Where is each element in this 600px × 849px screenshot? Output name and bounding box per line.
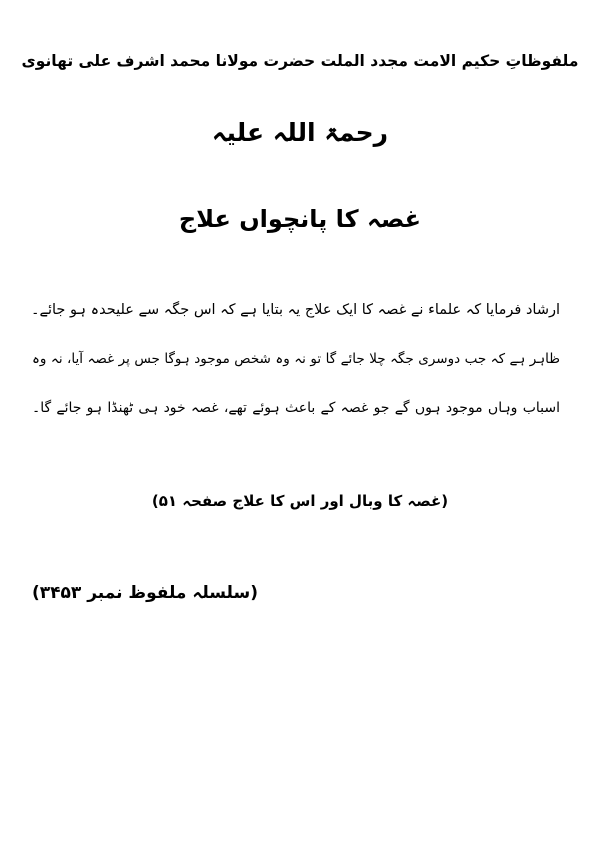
book-reference: (غصہ کا وبال اور اس کا علاج صفحہ ۵۱) xyxy=(151,492,449,510)
body-text-line: ظاہر ہے کہ جب دوسری جگہ چلا جائے گا تو نہ وہ شخص موجود ہوگا جس پر غصہ آیا، نہ وہ xyxy=(32,351,560,367)
document-title-line-2: رحمۃ اللہ علیہ xyxy=(211,118,389,147)
body-text-line: ارشاد فرمایا کہ علماء نے غصہ کا ایک علاج یہ بتایا ہے کہ اس جگہ سے علیحدہ ہو جائے۔ xyxy=(30,302,560,318)
document-title-line-1: ملفوظاتِ حکیم الامت مجدد الملت حضرت مولانا محمد اشرف علی تھانوی xyxy=(21,52,579,70)
series-reference: (سلسلہ ملفوظ نمبر ۳۴۵۳) xyxy=(32,583,258,603)
body-text-line: اسباب وہاں موجود ہوں گے جو غصہ کے باعث ہوئے تھے، غصہ خود ہی ٹھنڈا ہو جائے گا۔ xyxy=(32,400,560,416)
section-heading: غصہ کا پانچواں علاج xyxy=(178,205,422,233)
